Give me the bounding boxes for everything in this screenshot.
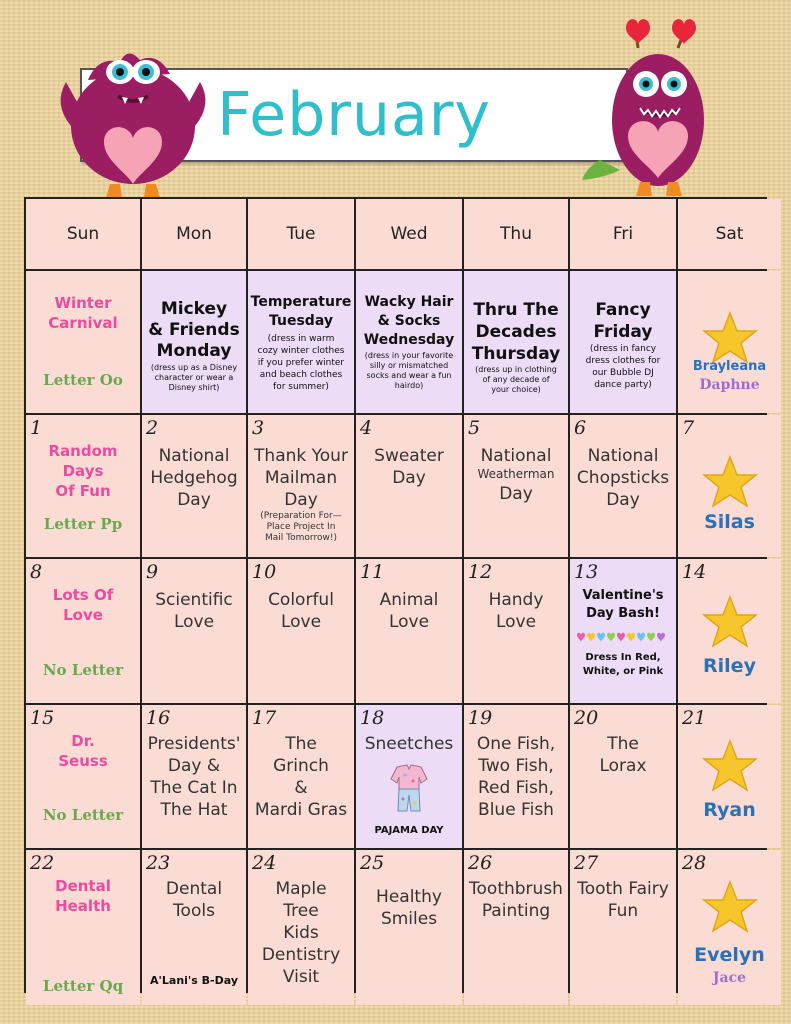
date-number: 16 bbox=[146, 707, 171, 729]
event-text: Colorful Love bbox=[268, 590, 334, 632]
star-icon bbox=[702, 880, 758, 934]
date-number: 14 bbox=[682, 561, 707, 583]
event-text: Sneetches bbox=[364, 734, 454, 754]
date-number: 2 bbox=[146, 417, 159, 439]
day-cell bbox=[678, 850, 781, 1005]
event-text: Presidents' Day & The Cat In The Hat bbox=[147, 734, 241, 820]
event-text: Tooth Fairy Fun bbox=[577, 879, 669, 921]
birthday-name: Riley bbox=[703, 655, 756, 677]
day-cell bbox=[464, 559, 568, 703]
date-number: 26 bbox=[468, 852, 493, 874]
monster-right-icon bbox=[580, 10, 730, 200]
page-title: February bbox=[217, 80, 491, 150]
spirit-day-desc: (dress in warm cozy winter clothes if you prefer winter and beach clothes for summer) bbox=[257, 334, 345, 392]
birthday-name: Daphne bbox=[699, 377, 760, 393]
spirit-day-title: Temperature Tuesday bbox=[250, 294, 352, 329]
date-number: 11 bbox=[360, 561, 385, 583]
date-number: 15 bbox=[30, 707, 55, 729]
event-text: Maple Tree Kids Dentistry Visit bbox=[261, 879, 341, 987]
weekday-header: Mon bbox=[142, 199, 246, 269]
birthday-name: Brayleana bbox=[692, 359, 767, 374]
day-cell bbox=[464, 705, 568, 848]
date-number: 27 bbox=[574, 852, 599, 874]
day-cell bbox=[142, 850, 246, 1005]
weekday-header: Fri bbox=[570, 199, 676, 269]
weekly-theme: Lots Of Love bbox=[52, 586, 114, 624]
day-cell bbox=[678, 271, 781, 413]
day-cell bbox=[356, 271, 462, 413]
event-text: Toothbrush Painting bbox=[469, 879, 563, 921]
event-text: Handy Love bbox=[488, 590, 544, 632]
star-icon bbox=[702, 739, 758, 793]
day-cell bbox=[464, 850, 568, 1005]
day-cell bbox=[678, 705, 781, 848]
letter-of-week: Letter Pp bbox=[43, 515, 123, 533]
day-cell bbox=[356, 415, 462, 557]
spirit-day-title: Fancy Friday bbox=[593, 300, 653, 342]
day-cell bbox=[248, 271, 354, 413]
event-note: (Preparation For— Place Project In Mail Tomorrow!) bbox=[260, 511, 342, 543]
event-text: The Grinch & Mardi Gras bbox=[254, 734, 348, 820]
valentines-title: Valentine's Day Bash! bbox=[582, 588, 664, 621]
calendar-grid bbox=[24, 197, 767, 993]
day-cell bbox=[142, 415, 246, 557]
date-number: 12 bbox=[468, 561, 493, 583]
date-number: 7 bbox=[682, 417, 695, 439]
birthday-name: Evelyn bbox=[694, 944, 765, 966]
date-number: 3 bbox=[252, 417, 265, 439]
event-text: Animal Love bbox=[379, 590, 439, 632]
day-cell bbox=[678, 559, 781, 703]
date-number: 19 bbox=[468, 707, 493, 729]
event-text: National Hedgehog Day bbox=[150, 446, 238, 510]
event-text: One Fish, Two Fish, Red Fish, Blue Fish bbox=[476, 734, 556, 820]
day-cell bbox=[570, 850, 676, 1005]
event-text: The Lorax bbox=[599, 734, 647, 776]
spirit-day-desc: (dress in your favorite silly or mismatched socks and wear a fun hairdo) bbox=[364, 351, 454, 390]
event-text: Sweater Day bbox=[374, 446, 444, 488]
pajama-day-caption: PAJAMA DAY bbox=[374, 825, 444, 836]
date-number: 18 bbox=[360, 707, 385, 729]
date-number: 1 bbox=[30, 417, 43, 439]
day-cell bbox=[570, 271, 676, 413]
letter-of-week: No Letter bbox=[42, 661, 124, 679]
letter-of-week: No Letter bbox=[42, 806, 124, 824]
day-cell bbox=[142, 559, 246, 703]
weekly-theme: Dr. Seuss bbox=[58, 732, 108, 770]
date-number: 4 bbox=[360, 417, 373, 439]
event-text: National bbox=[480, 446, 552, 466]
day-cell bbox=[26, 850, 140, 1005]
day-cell bbox=[464, 415, 568, 557]
day-cell bbox=[26, 559, 140, 703]
date-number: 23 bbox=[146, 852, 171, 874]
spirit-day-title: Mickey & Friends Monday bbox=[148, 299, 240, 361]
day-cell bbox=[26, 271, 140, 413]
spirit-day-title: Thru The Decades Thursday bbox=[471, 300, 561, 364]
pajamas-icon bbox=[387, 763, 431, 815]
weekday-header: Sat bbox=[678, 199, 781, 269]
spirit-day-desc: (dress up in clothing of any decade of your choice) bbox=[475, 365, 557, 394]
letter-of-week: Letter Oo bbox=[43, 371, 123, 389]
date-number: 9 bbox=[146, 561, 159, 583]
event-text: Healthy Smiles bbox=[376, 887, 442, 929]
date-number: 22 bbox=[30, 852, 55, 874]
day-cell bbox=[248, 559, 354, 703]
day-cell bbox=[570, 705, 676, 848]
event-text: Thank Your Mailman Day bbox=[254, 446, 348, 510]
date-number: 6 bbox=[574, 417, 587, 439]
weekly-theme: Winter Carnival bbox=[48, 294, 118, 332]
heart-garland-icon bbox=[573, 631, 673, 643]
birthday-name: Ryan bbox=[703, 799, 756, 821]
monster-left-icon bbox=[48, 34, 218, 200]
birthday-caption: A'Lani's B-Day bbox=[150, 974, 238, 987]
birthday-name: Silas bbox=[704, 511, 755, 533]
date-number: 17 bbox=[252, 707, 277, 729]
date-number: 8 bbox=[30, 561, 43, 583]
event-text: Dental Tools bbox=[165, 879, 223, 921]
day-cell bbox=[26, 705, 140, 848]
spirit-day-desc: (dress in fancy dress clothes for our Bubble DJ dance party) bbox=[585, 344, 661, 390]
spirit-day-title: Wacky Hair & Socks Wednesday bbox=[363, 294, 455, 348]
valentines-desc: Dress In Red, White, or Pink bbox=[582, 652, 664, 677]
day-cell bbox=[142, 705, 246, 848]
star-icon bbox=[702, 455, 758, 509]
weekday-header: Tue bbox=[248, 199, 354, 269]
day-cell bbox=[356, 850, 462, 1005]
weekday-header: Thu bbox=[464, 199, 568, 269]
day-cell bbox=[26, 415, 140, 557]
spirit-day-desc: (dress up as a Disney character or wear a Disney shirt) bbox=[150, 363, 238, 392]
letter-of-week: Letter Qq bbox=[42, 977, 124, 995]
date-number: 24 bbox=[252, 852, 277, 874]
date-number: 28 bbox=[682, 852, 707, 874]
star-icon bbox=[702, 595, 758, 649]
day-cell bbox=[570, 559, 676, 703]
date-number: 5 bbox=[468, 417, 481, 439]
weekday-header: Wed bbox=[356, 199, 462, 269]
day-cell bbox=[248, 705, 354, 848]
weekly-theme: Dental Health bbox=[55, 877, 111, 915]
star-icon bbox=[702, 311, 758, 365]
birthday-name: Jace bbox=[712, 970, 747, 986]
weekday-header: Sun bbox=[26, 199, 140, 269]
event-text: National Chopsticks Day bbox=[576, 446, 670, 510]
event-text: Scientific Love bbox=[155, 590, 233, 632]
event-text: Day bbox=[499, 484, 533, 504]
weekly-theme: Random Days Of Fun bbox=[48, 442, 118, 500]
date-number: 25 bbox=[360, 852, 385, 874]
date-number: 21 bbox=[682, 707, 707, 729]
date-number: 13 bbox=[574, 561, 599, 583]
date-number: 20 bbox=[574, 707, 599, 729]
day-cell bbox=[356, 559, 462, 703]
date-number: 10 bbox=[252, 561, 277, 583]
day-cell bbox=[356, 705, 462, 848]
day-cell bbox=[464, 271, 568, 413]
day-cell bbox=[248, 850, 354, 1005]
day-cell bbox=[142, 271, 246, 413]
day-cell bbox=[678, 415, 781, 557]
day-cell bbox=[570, 415, 676, 557]
day-cell bbox=[248, 415, 354, 557]
event-text: Weatherman bbox=[477, 467, 555, 481]
